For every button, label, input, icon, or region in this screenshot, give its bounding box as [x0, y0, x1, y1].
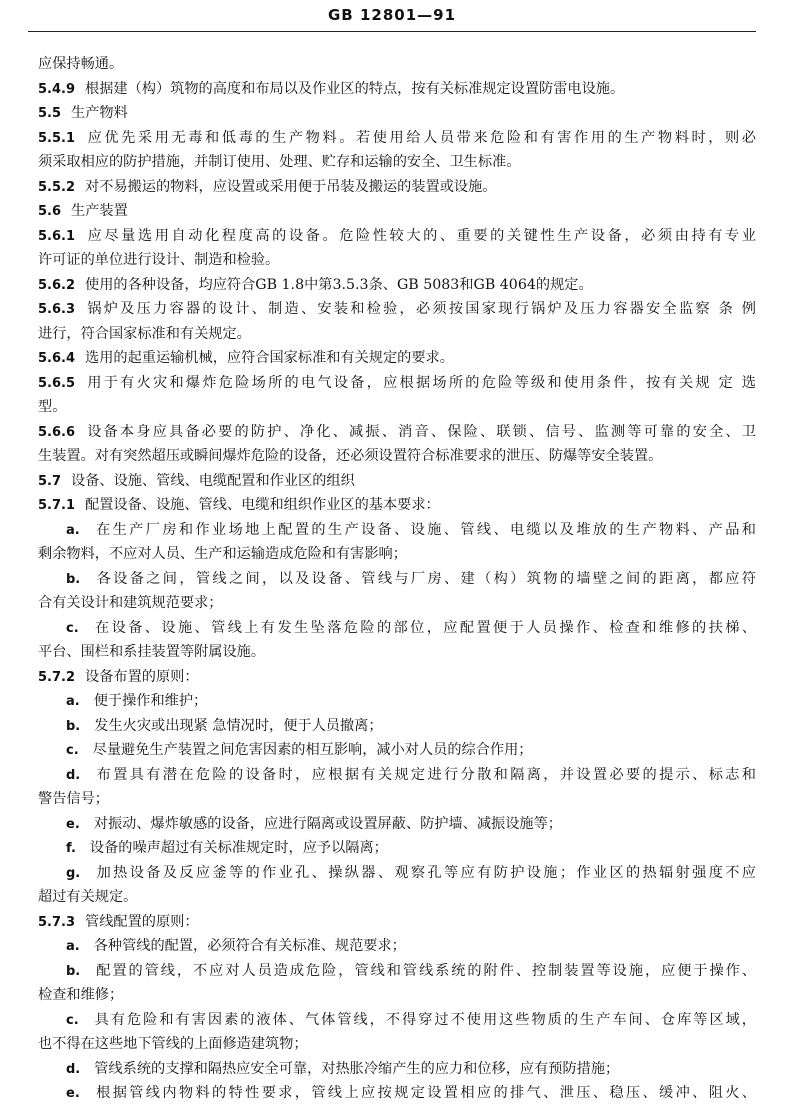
line-text: 合有关设计和建筑规范要求； — [38, 595, 223, 611]
line-text: 根据建（构）筑物的高度和布局以及作业区的特点，按有关标准规定设置防雷电设施。 — [85, 80, 625, 97]
text-line — [38, 567, 756, 592]
line-text: 许可证的单位进行设计、制造和检验。 — [38, 252, 280, 268]
text-line — [38, 714, 756, 739]
line-text: 根据管线内物料的特性要求，管线上应按规定设置相应的排气、泄压、稳压、缓冲、阻火、 — [93, 1085, 756, 1101]
line-text: 应保持畅通。 — [38, 56, 124, 72]
text-line — [38, 77, 756, 102]
clause-number: 5.7 — [38, 473, 62, 489]
text-line — [38, 1057, 756, 1082]
line-text: 各种管线的配置，必须符合有关标准、规范要求； — [93, 938, 406, 954]
line-text: 尽量避免生产装置之间危害因素的相互影响，减小对人员的综合作用； — [92, 742, 533, 758]
text-line — [38, 542, 756, 567]
line-text: 设备、设施、管线、电缆配置和作业区的组织 — [71, 472, 355, 489]
line-text: 锅炉及压力容器的设计、制造、安装和检验，必须按国家现行锅炉及压力容器安全监察 条 例 — [85, 301, 756, 317]
list-item-marker: b. — [66, 718, 81, 734]
list-item-marker: c. — [66, 620, 79, 636]
clause-number: 5.6.1 — [38, 228, 76, 244]
line-text: 各设备之间，管线之间，以及设备、管线与厂房、建（构）筑物的墙壁之间的距离，都应符 — [94, 570, 756, 587]
line-text: 警告信号； — [38, 791, 109, 807]
page-header: GB 12801—91 — [327, 6, 457, 24]
text-line — [38, 469, 756, 494]
line-text: 应尽量选用自动化程度高的设备。危险性较大的、重要的关键性生产设备，必须由持有专业 — [85, 227, 756, 244]
line-text: 管线系统的支撑和隔热应安全可靠，对热胀冷缩产生的应力和位移，应有预防措施； — [94, 1060, 620, 1077]
line-text: 平台、围栏和系挂装置等附属设施。 — [38, 644, 266, 660]
text-line — [38, 101, 756, 126]
text-line — [38, 150, 756, 175]
text-line — [38, 591, 756, 616]
list-item-marker: a. — [66, 694, 80, 709]
text-line — [38, 518, 756, 543]
list-item-marker: g. — [66, 865, 81, 881]
list-item-marker: a. — [66, 522, 80, 538]
line-text: 进行，符合国家标准和有关规定。 — [38, 325, 251, 342]
text-line — [38, 175, 756, 200]
list-item-marker: a. — [66, 939, 80, 954]
line-text: 布置具有潜在危险的设备时，应根据有关规定进行分散和隔离，并设置必要的提示、标志和 — [94, 766, 756, 783]
line-text: 发生火灾或出现紧 急情况时，便于人员撤离； — [94, 717, 383, 734]
text-line — [38, 1032, 756, 1057]
text-line — [38, 763, 756, 788]
text-line — [38, 297, 756, 322]
text-line — [38, 322, 756, 347]
list-item-marker: c. — [66, 743, 79, 758]
line-text: 型。 — [38, 399, 67, 415]
list-item-marker: d. — [66, 767, 81, 783]
clause-number: 5.5 — [38, 106, 62, 121]
list-item-marker: b. — [66, 571, 81, 587]
line-text: 使用的各种设备，均应符合GB 1.8中第3.5.3条、GB 5083和GB 4064的规定。 — [85, 276, 593, 293]
clause-number: 5.6.6 — [38, 424, 76, 440]
text-line — [38, 444, 756, 469]
text-line — [38, 395, 756, 420]
text-line — [38, 959, 756, 984]
line-text: 便于操作和维护； — [93, 693, 208, 709]
list-item-marker: e. — [66, 1086, 80, 1101]
clause-number: 5.6.2 — [38, 277, 76, 293]
clause-number: 5.6.3 — [38, 302, 76, 317]
text-line — [38, 665, 756, 690]
line-text: 也不得在这些地下管线的上面修造建筑物； — [38, 1036, 308, 1052]
text-line — [38, 1008, 756, 1033]
line-text: 剩余物料，不应对人员、生产和运输造成危险和有害影响； — [38, 546, 407, 562]
text-line — [38, 640, 756, 665]
line-text: 设备本身应具备必要的防护、净化、减振、消音、保险、联锁、信号、监测等可靠的安全、卫 — [85, 423, 756, 440]
text-line — [38, 1081, 756, 1106]
text-line — [38, 420, 756, 445]
line-text: 生装置。对有突然超压或瞬间爆炸危险的设备，还必须设置符合标准要求的泄压、防爆等安全装置。 — [38, 448, 663, 464]
line-text: 用于有火灾和爆炸危险场所的电气设备，应根据场所的危险等级和使用条件，按有关规 定 选 — [85, 374, 756, 391]
text-line — [38, 812, 756, 837]
line-text: 设备布置的原则： — [85, 668, 199, 685]
clause-number: 5.7.1 — [38, 498, 76, 513]
clause-number: 5.6 — [38, 204, 62, 219]
text-line — [38, 273, 756, 298]
text-line — [38, 493, 756, 518]
text-line — [38, 199, 756, 224]
list-item-marker: d. — [66, 1061, 81, 1077]
line-text: 对振动、爆炸敏感的设备，应进行隔离或设置屏蔽、防护墙、减振设施等； — [93, 815, 562, 832]
line-text: 在生产厂房和作业场地上配置的生产设备、设施、管线、电缆以及堆放的生产物料、产品和 — [93, 521, 756, 538]
clause-number: 5.7.3 — [38, 914, 76, 930]
line-text: 配置设备、设施、管线、电缆和组织作业区的基本要求： — [85, 497, 440, 513]
line-text: 生产物料 — [71, 105, 128, 121]
list-item-marker: e. — [66, 816, 80, 832]
line-text: 在设备、设施、管线上有发生坠落危险的部位，应配置便于人员操作、检查和维修的扶梯、 — [92, 619, 756, 636]
clause-number: 5.6.4 — [38, 351, 76, 366]
text-line — [38, 885, 756, 910]
text-line — [38, 126, 756, 151]
text-line — [38, 910, 756, 935]
list-item-marker: f. — [66, 841, 76, 856]
clause-number: 5.4.9 — [38, 81, 76, 97]
text-line — [38, 983, 756, 1008]
line-text: 对不易搬运的物料，应设置或采用便于吊装及搬运的装置或设施。 — [85, 178, 497, 195]
line-text: 超过有关规定。 — [38, 889, 138, 905]
line-text: 配置的管线，不应对人员造成危险，管线和管线系统的附件、控制装置等设施，应便于操作、 — [94, 962, 756, 979]
line-text: 生产装置 — [71, 203, 128, 219]
text-line — [38, 689, 756, 714]
text-line — [38, 616, 756, 641]
text-line — [38, 861, 756, 886]
clause-number: 5.5.2 — [38, 179, 76, 195]
list-item-marker: b. — [66, 963, 81, 979]
text-line — [38, 224, 756, 249]
line-text: 须采取相应的防护措施，并制订使用、处理、贮存和运输的安全、卫生标准。 — [38, 154, 521, 170]
line-text: 设备的噪声超过有关标准规定时，应予以隔离； — [89, 840, 388, 856]
text-line — [38, 248, 756, 273]
line-text: 加热设备及反应釜等的作业孔、操纵器、观察孔等应有防护设施；作业区的热辐射强度不应 — [94, 864, 756, 881]
text-line — [38, 52, 756, 77]
clause-number: 5.6.5 — [38, 375, 76, 391]
list-item-marker: c. — [66, 1012, 79, 1028]
line-text: 检查和维修； — [38, 987, 124, 1003]
line-text: 具有危险和有害因素的液体、气体管线，不得穿过不使用这些物质的生产车间、仓库等区域， — [92, 1011, 756, 1028]
text-line — [38, 787, 756, 812]
text-line — [38, 371, 756, 396]
header-rule — [28, 31, 756, 32]
text-line — [38, 346, 756, 371]
clause-number: 5.7.2 — [38, 669, 76, 685]
clause-number: 5.5.1 — [38, 130, 76, 146]
line-text: 选用的起重运输机械，应符合国家标准和有关规定的要求。 — [85, 350, 454, 366]
line-text: 应优先采用无毒和低毒的生产物料。若使用给人员带来危险和有害作用的生产物料时，则必 — [85, 129, 756, 146]
document-body — [38, 52, 756, 1106]
text-line — [38, 836, 756, 861]
text-line — [38, 738, 756, 763]
line-text: 管线配置的原则： — [85, 913, 199, 930]
text-line — [38, 934, 756, 959]
